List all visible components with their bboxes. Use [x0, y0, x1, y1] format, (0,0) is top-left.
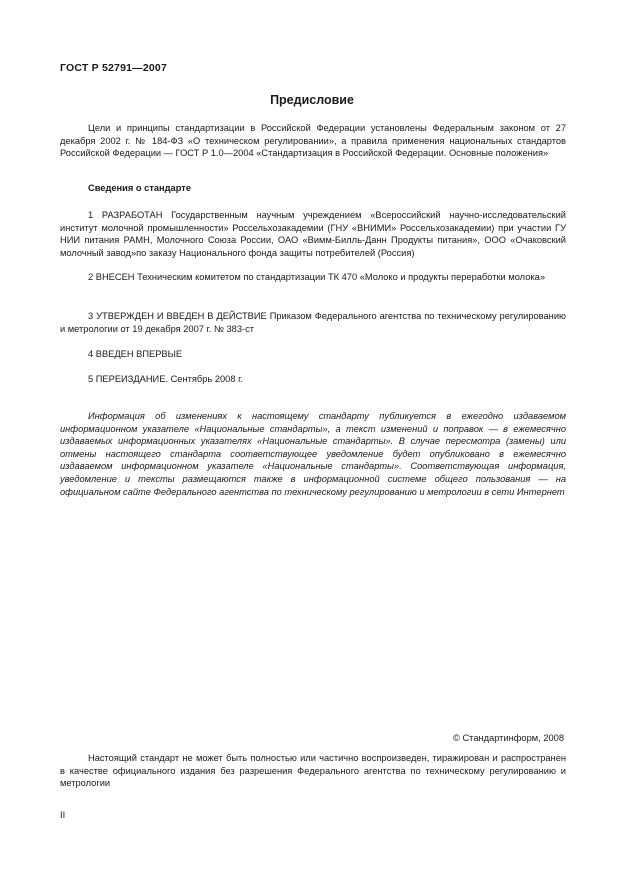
info-item-approved: 3 УТВЕРЖДЕН И ВВЕДЕН В ДЕЙСТВИЕ Приказом Федерального агентства по техническому регулированию и метрологии от 19 декабря 2007 г. № 383-ст: [60, 311, 566, 334]
copyright-notice: © Стандартинформ, 2008: [453, 733, 564, 743]
standard-info-heading: Сведения о стандарте: [88, 183, 192, 193]
foreword-title: Предисловие: [270, 93, 354, 107]
info-item-first-introduced: 4 ВВЕДЕН ВПЕРВЫЕ: [88, 349, 183, 359]
standard-code: ГОСТ Р 52791—2007: [60, 62, 168, 74]
foreword-intro: Цели и принципы стандартизации в Российской Федерации установлены Федеральным законом от 27 декабря 2002 г. № 184-ФЗ «О техническом регулировании», а правила применения национальных стандартов Российской Федерации — ГОСТ Р 1.0—2004 «Стандартизация в Российской Федерации. Основные положения»: [60, 123, 566, 159]
info-item-submitted: 2 ВНЕСЕН Техническим комитетом по стандартизации ТК 470 «Молоко и продукты переработки молока»: [88, 272, 545, 282]
info-item-developed: 1 РАЗРАБОТАН Государственным научным учреждением «Всероссийский научно-исследовательский институт молочной промышленности» Россельхозакадемии (ГНУ «ВНИМИ» Россельхозакадемии) при участии ГУ НИИ питания РАМН, Молочного Союза России, ОАО «Вимм-Билль-Данн Продукты питания», ООО «Очаковский молочный завод»по заказу Национального фонда защиты потребителей (Россия): [60, 210, 566, 258]
page-number: II: [60, 810, 66, 820]
reproduction-notice: Настоящий стандарт не может быть полностью или частично воспроизведен, тиражирован и распространен в качестве официального издания без разрешения Федерального агентства по техническому регулированию и метрологии: [60, 753, 566, 789]
changes-notice: Информация об изменениях к настоящему стандарту публикуется в ежегодно издаваемом информационном указателе «Национальные стандарты», а текст изменений и поправок — в ежемесячно издаваемых информационных указателях «Национальные стандарты». В случае пересмотра (замены) или отмены настоящего стандарта соответствующее уведомление будет опубликовано в ежемесячно издаваемом информационном указателе «Национальные стандарты». Соответствующая информация, уведомление и тексты размещаются также в информационной системе общего пользования — на официальном сайте Федерального агентства по техническому регулированию и метрологии в сети Интернет: [60, 411, 566, 497]
info-item-reissue: 5 ПЕРЕИЗДАНИЕ. Сентябрь 2008 г.: [88, 374, 243, 384]
